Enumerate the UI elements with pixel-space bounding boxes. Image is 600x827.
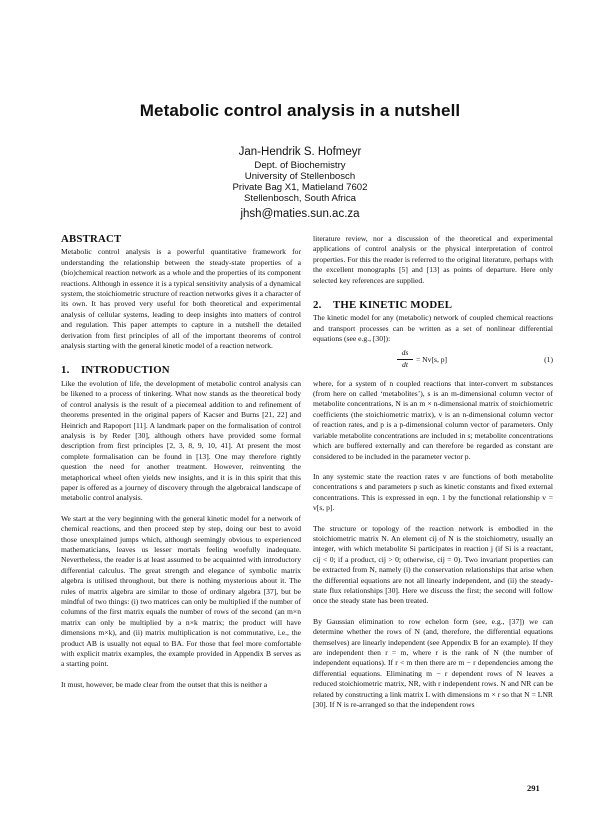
affiliation-line: Private Bag X1, Matieland 7602 bbox=[232, 182, 368, 193]
page-number: 291 bbox=[527, 783, 540, 793]
equation-1 bbox=[313, 349, 553, 373]
paragraph: where, for a system of n coupled reactions that inter-convert m substances (from here on called ‘metabolites’), s is an m-dimensional column vector of metabolite concentrations, N is an m × n-dimensional matrix of stoichiometric coefficients (the stoichiometric matrix), v is an n-dimensional column vector of reaction rates, and p is a p-dimensional column vector of parameters. Only variable metabolite concentrations are included in s; metabolite concentrations which are buffered externally and can therefore be regarded as constant are considered to be included in the parameter vector p. bbox=[313, 378, 553, 461]
equation-number: (1) bbox=[544, 354, 553, 364]
affiliation-line: University of Stellenbosch bbox=[244, 171, 356, 182]
paragraph: The structure or topology of the reaction network is embodied in the stoichiometric matrix N. An element cij of N is the stoichiometry, usually an integer, with which metabolite Si participates in reaction j (if Si is a reactant, cij < 0; if a product, cij > 0; otherwise, cij = 0). Two invariant properties can be extracted from N, namely (i) the conservation relationships that arise when the differential equations are not all linearly independent, and (ii) the steady-state flux relationships [30]. Here we discuss the first; the second will follow once the steady state has been treated. bbox=[313, 523, 553, 606]
author-block bbox=[0, 146, 600, 220]
affiliation-line: Stellenbosch, South Africa bbox=[244, 193, 356, 204]
paragraph: Like the evolution of life, the development of metabolic control analysis can be likened to a process of tinkering. What now stands as the theoretical body of control analysis is the result of a piecemeal addition to and refinement of theorems presented in the original papers of Kacser and Burns [21, 22] and Heinrich and Rapoport [11]. A landmark paper on the formalisation of control analysis is by Reder [30], although others have provided some formal description from first principles [2, 3, 8, 9, 10, 41]. At present the most complete formalisation can be found in [13]. One may therefore rightly question the need for another treatment. However, reinventing the metaphorical wheel often yields new insights, and it is in this spirit that this paper is offered as a journey of discovery through the algebraical landscape of metabolic control analysis. bbox=[61, 378, 301, 503]
affiliation-line: Dept. of Biochemistry bbox=[254, 160, 346, 171]
left-column bbox=[61, 234, 301, 700]
paragraph: In any systemic state the reaction rates v are functions of both metabolite concentrations s and parameters p such as kinetic constants and fixed external concentrations. This is expressed in eqn. 1 by the functional relationship v = v[s, p]. bbox=[313, 471, 553, 513]
paper-title: Metabolic control analysis in a nutshell bbox=[139, 101, 461, 120]
author-email[interactable]: jhsh@maties.sun.ac.za bbox=[240, 208, 360, 220]
section-title: THE KINETIC MODEL bbox=[333, 299, 453, 312]
equation-denominator: dt bbox=[402, 359, 408, 369]
section-heading-kinetic-model bbox=[313, 300, 553, 310]
section-number: 2. bbox=[313, 299, 322, 312]
right-column bbox=[313, 234, 553, 720]
paragraph: It must, however, be made clear from the outset that this is neither a bbox=[61, 679, 268, 689]
paragraph: literature review, nor a discussion of the theoretical and experimental applications of control analysis or the physical interpretation of control properties. For this the reader is referred to the original literature, perhaps with the excellent monographs [5] and [13] as points of departure. Here only selected key references are supplied. bbox=[313, 234, 553, 285]
equation-rhs: = Nv[s, p] bbox=[416, 354, 448, 364]
section-title: INTRODUCTION bbox=[81, 364, 170, 377]
equation-numerator: ds bbox=[401, 347, 409, 357]
section-heading-introduction bbox=[61, 365, 301, 375]
abstract-heading: ABSTRACT bbox=[61, 233, 122, 245]
author-name: Jan-Hendrik S. Hofmeyr bbox=[238, 146, 362, 158]
paragraph: We start at the very beginning with the general kinetic model for a network of chemical reactions, and then proceed step by step, doing our best to avoid those unexplained jumps which, although seemingly obvious to experienced mathematicians, leaves us lesser mortals feeling woefully inadequate. Nevertheless, the reader is at least assumed to be acquainted with introductory differential calculus. The great strength and elegance of symbolic matrix algebra is utilised throughout, but there is nothing mysterious about it. The rules of matrix algebra are similar to those of ordinary algebra [37], but be mindful of two things: (i) two matrices can only be multiplied if the number of columns of the first matrix equals the number of rows of the second (an m×n matrix can only be multiplied by a n×k matrix; the product will have dimensions m×k), and (ii) matrix multiplication is not commutative, i.e., the product AB is usually not equal to BA. For those that feel more comfortable with explicit matrix examples, the example provided in Appendix B serves as a starting point. bbox=[61, 513, 301, 669]
paragraph: The kinetic model for any (metabolic) network of coupled chemical reactions and transport processes can be written as a set of nonlinear differential equations (see e.g., [30]): bbox=[313, 313, 553, 344]
section-number: 1. bbox=[61, 364, 70, 377]
abstract-text: Metabolic control analysis is a powerful quantitative framework for understanding the relationship between the steady-state properties of a (bio)chemical reaction network as a whole and the properties of its component reactions. Although in essence it is a typical sensitivity analysis of a dynamical system, the stoichiometric structure of reaction networks gives it a character of its own. It has proved very useful for both theoretical and experimental analysis of cellular systems, leading to deep insights into matters of control and regulation. This paper attempts to capture in a nutshell the detailed derivation from first principles of all of the important theorems of control analysis starting with the general kinetic model of a reaction network. bbox=[61, 247, 301, 351]
paragraph: By Gaussian elimination to row echelon form (see, e.g., [37]) we can determine whether the rows of N (and, therefore, the differential equations themselves) are linearly independent (see Appendix B for an example). If they are independent then r = m, where r is the rank of N (the number of independent equations). If r < m then there are m − r dependencies among the differential equations. Eliminating m − r dependent rows of N leaves a reduced stoichiometric matrix, NR, with r independent rows. N and NR can be related by constructing a link matrix L with dimensions m × r so that N = LNR [30]. If N is re-arranged so that the independent rows bbox=[313, 616, 553, 710]
